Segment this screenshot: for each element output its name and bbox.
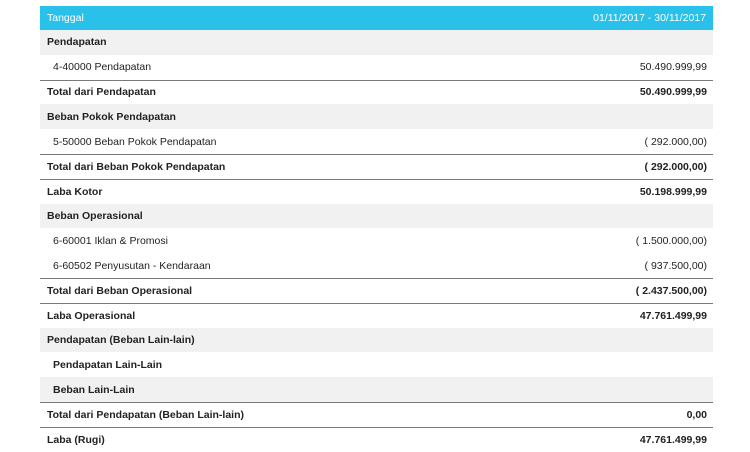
row-label: Laba Kotor: [47, 185, 103, 198]
row-label: Beban Lain-Lain: [53, 383, 135, 396]
row-value: 50.198.999,99: [639, 185, 707, 198]
row-label: Laba (Rugi): [47, 433, 105, 446]
row-value: 0,00: [686, 408, 707, 421]
date-column-label: Tanggal: [47, 12, 84, 24]
row-value: 50.490.999,99: [639, 86, 707, 99]
row-label: 6-60001 Iklan & Promosi: [53, 234, 168, 247]
report-total-row: [40, 154, 713, 179]
report-section-row: [40, 204, 713, 229]
report-total-row: [40, 80, 713, 105]
row-label: Beban Pokok Pendapatan: [47, 110, 176, 123]
report-account-row: [40, 228, 713, 253]
report-total-row: [40, 278, 713, 303]
report-rows: [40, 30, 713, 452]
row-value: ( 292.000,00): [644, 160, 707, 173]
report-total-row: [40, 179, 713, 204]
report-account-row: [40, 253, 713, 278]
report-account-row: [40, 129, 713, 154]
date-range: 01/11/2017 - 30/11/2017: [593, 12, 706, 24]
row-label: Pendapatan (Beban Lain-lain): [47, 333, 195, 346]
row-label: Total dari Beban Pokok Pendapatan: [47, 160, 226, 173]
row-value: ( 292.000,00): [644, 135, 707, 148]
report-total-row: [40, 427, 713, 452]
row-label: Pendapatan Lain-Lain: [53, 358, 163, 371]
row-value: 50.490.999,99: [639, 61, 707, 74]
report-section-row: [40, 30, 713, 55]
row-value: ( 2.437.500,00): [635, 284, 707, 297]
report-section-row: [40, 104, 713, 129]
row-value: ( 937.500,00): [644, 259, 707, 272]
row-label: Total dari Beban Operasional: [47, 284, 193, 297]
report-section-row: [40, 328, 713, 353]
report-total-row: [40, 402, 713, 427]
row-value: 47.761.499,99: [639, 309, 707, 322]
row-label: 6-60502 Penyusutan - Kendaraan: [53, 259, 211, 272]
row-label: Laba Operasional: [47, 309, 136, 322]
report-total-row: [40, 303, 713, 328]
report-subsection-row: [40, 377, 713, 402]
row-label: Total dari Pendapatan (Beban Lain-lain): [47, 408, 244, 421]
row-label: Total dari Pendapatan: [47, 86, 156, 99]
profit-loss-report: [40, 6, 713, 452]
row-label: 5-50000 Beban Pokok Pendapatan: [53, 135, 217, 148]
report-header: [40, 6, 713, 30]
row-label: Beban Operasional: [47, 209, 143, 222]
row-value: 47.761.499,99: [639, 433, 707, 446]
report-subsection-row: [40, 352, 713, 377]
row-value: ( 1.500.000,00): [635, 234, 707, 247]
row-label: 4-40000 Pendapatan: [53, 61, 152, 74]
report-account-row: [40, 55, 713, 80]
row-label: Pendapatan: [47, 36, 107, 49]
